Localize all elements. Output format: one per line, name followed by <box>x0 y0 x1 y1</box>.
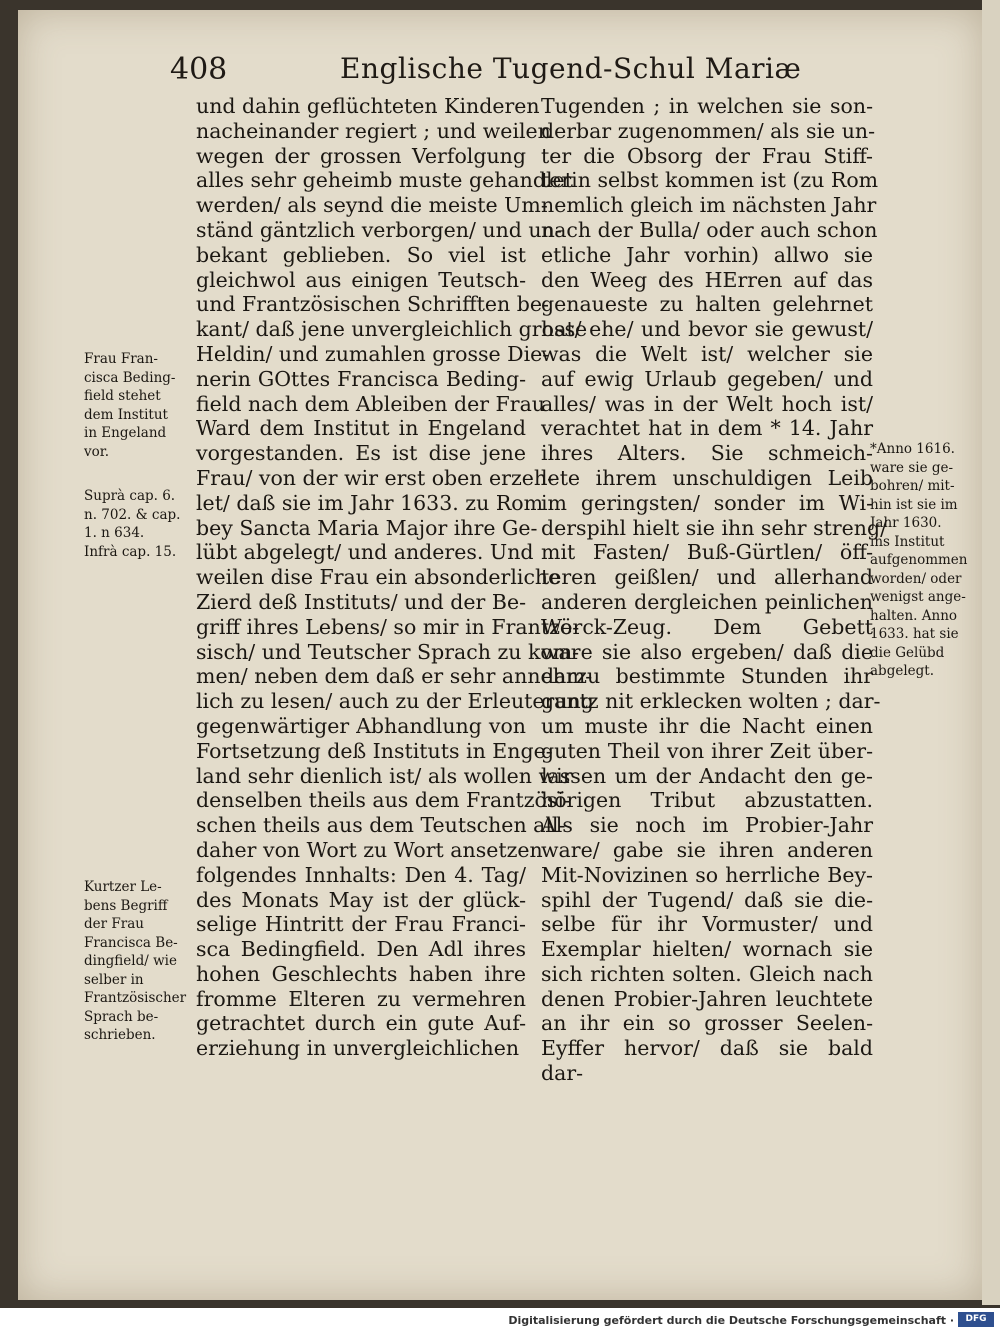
margin-note-line: 1633. hat sie <box>870 626 959 642</box>
text-line: field nach dem Ableiben der Frau <box>196 391 546 416</box>
text-line: vorgestanden. Es ist dise jene <box>196 441 526 466</box>
margin-note-line: Frantzösischer <box>84 990 187 1006</box>
text-line: lassen um der Andacht den ge- <box>541 763 873 788</box>
left-text-column <box>196 94 594 1061</box>
text-line: lich zu lesen/ auch zu der Erleuterung <box>196 689 594 714</box>
margin-note-line: Kurtzer Le- <box>84 879 162 895</box>
text-line: getrachtet durch ein gute Auf- <box>196 1011 526 1036</box>
text-line: folgendes Innhalts: Den 4. Tag/ <box>196 862 526 887</box>
text-line: im geringsten/ sonder im Wi- <box>541 490 873 515</box>
text-line: Frau/ von der wir erst oben erzeh- <box>196 465 555 490</box>
text-line: gegenwärtiger Abhandlung von <box>196 713 526 738</box>
text-line: gantz nit erklecken wolten ; dar- <box>541 689 881 714</box>
margin-note-line: n. 702. & cap. <box>84 506 181 523</box>
text-line: ware/ gabe sie ihren anderen <box>541 837 873 862</box>
text-line: sca Bedingfield. Den Adl ihres <box>196 937 526 962</box>
text-line: alles/ was in der Welt hoch ist/ <box>541 391 873 416</box>
text-line: bey Sancta Maria Major ihre Ge- <box>196 515 538 540</box>
text-line: Tugenden ; in welchen sie son- <box>541 94 873 118</box>
text-line: bekant geblieben. So viel ist <box>196 242 526 267</box>
text-line: selbe für ihr Vormuster/ und <box>541 912 873 937</box>
text-line: weilen dise Frau ein absonderliche <box>196 565 561 590</box>
text-line: den Weeg des HErren auf das <box>541 267 873 292</box>
margin-note-line: hin ist sie im <box>870 496 958 513</box>
margin-note-line: 1. n 634. <box>84 525 145 541</box>
text-line: nacheinander regiert ; und weilen <box>196 118 551 143</box>
text-line: Mit-Novizinen so herrliche Bey- <box>541 862 873 887</box>
text-line: guten Theil von ihrer Zeit über- <box>541 738 873 763</box>
margin-note-line: dem Institut <box>84 406 168 423</box>
margin-note-line: halten. Anno <box>870 607 958 624</box>
text-line: darzu bestimmte Stunden ihr <box>541 664 873 689</box>
text-line: verachtet hat in dem * 14. Jahr <box>541 416 873 441</box>
right-text-column <box>541 94 888 1086</box>
text-line: gleichwol aus einigen Teutsch- <box>196 267 526 292</box>
text-line: nach der Bulla/ oder auch schon <box>541 217 878 242</box>
margin-note-line: dingfield/ wie <box>84 953 177 969</box>
next-page-edge <box>982 0 1000 1305</box>
margin-note-line: Infrà cap. 15. <box>84 543 177 560</box>
text-line: fromme Elteren zu vermehren <box>196 986 526 1011</box>
text-line: men/ neben dem daß er sehr annehm- <box>196 664 593 689</box>
text-line: sisch/ und Teutscher Sprach zu kom- <box>196 639 580 664</box>
text-line: ter die Obsorg der Frau Stiff- <box>541 143 873 168</box>
margin-note-line: abgelegt. <box>870 663 934 679</box>
margin-note-line: *Anno 1616. <box>870 441 955 457</box>
text-line: griff ihres Lebens/ so mir in Frantzö- <box>196 614 580 639</box>
margin-note-references <box>84 487 180 561</box>
margin-note-bedingfield-institut <box>84 350 175 461</box>
text-line: nerin GOttes Francisca Beding- <box>196 366 526 391</box>
margin-note-line: selber in <box>84 971 144 988</box>
text-line: ihres Alters. Sie schmeich- <box>541 441 873 466</box>
margin-note-line: Frau Fran- <box>84 351 158 367</box>
margin-note-lebens-begriff <box>84 878 186 1045</box>
text-line: lete ihrem unschuldigen Leib <box>541 465 873 490</box>
text-line: selige Hintritt der Frau Franci- <box>196 912 526 937</box>
margin-note-line: bohren/ mit- <box>870 478 955 494</box>
margin-note-anno-1616 <box>870 440 967 681</box>
text-line: ware sie also ergeben/ daß die <box>541 639 873 664</box>
text-line: des Monats May ist der glück- <box>196 887 526 912</box>
text-line: lübt abgelegt/ und anderes. Und <box>196 540 534 565</box>
text-line: wegen der grossen Verfolgung <box>196 143 526 168</box>
text-line: werden/ als seynd die meiste Um- <box>196 193 548 218</box>
margin-note-line: Francisca Be- <box>84 934 178 951</box>
text-line: teren geißlen/ und allerhand <box>541 565 873 590</box>
text-line: Als sie noch im Probier-Jahr <box>541 813 873 838</box>
margin-note-line: Suprà cap. 6. <box>84 488 176 504</box>
text-line: anderen dergleichen peinlichen <box>541 589 873 614</box>
text-line: denselben theils aus dem Frantzösi- <box>196 788 571 813</box>
margin-note-line: vor. <box>84 443 110 460</box>
text-line: Fortsetzung deß Instituts in Enge- <box>196 738 553 763</box>
text-line: Eyffer hervor/ daß sie bald <box>541 1036 873 1061</box>
margin-note-line: field stehet <box>84 388 161 404</box>
text-line: hörigen Tribut abzustatten. <box>541 788 873 813</box>
text-line: Exemplar hielten/ wornach sie <box>541 937 873 962</box>
text-line: an ihr ein so grosser Seelen- <box>541 1011 873 1036</box>
page-number: 408 <box>170 52 228 87</box>
margin-note-line: cisca Beding- <box>84 369 176 386</box>
text-line: spihl der Tugend/ daß sie die- <box>541 887 873 912</box>
margin-note-line: Sprach be- <box>84 1008 159 1025</box>
text-line: mit Fasten/ Buß-Gürtlen/ öff- <box>541 540 873 565</box>
footer-bar <box>0 1308 1000 1333</box>
margin-note-line: Jahr 1630. <box>870 515 942 531</box>
text-line: etliche Jahr vorhin) allwo sie <box>541 242 873 267</box>
running-head <box>0 52 1000 92</box>
text-line: was die Welt ist/ welcher sie <box>541 341 873 366</box>
text-line: und dahin geflüchteten Kinderen <box>196 94 540 118</box>
margin-note-line: worden/ oder <box>870 570 962 587</box>
text-line: denen Probier-Jahren leuchtete <box>541 986 873 1011</box>
text-line: Zierd deß Instituts/ und der Be- <box>196 589 526 614</box>
margin-note-line: in Engeland <box>84 425 167 441</box>
text-line: derbar zugenommen/ als sie un- <box>541 118 876 143</box>
margin-note-line: ware sie ge- <box>870 459 954 476</box>
text-line: terin selbst kommen ist (zu Rom <box>541 168 879 193</box>
dfg-logo: DFG <box>958 1312 994 1327</box>
margin-note-line: ins Institut <box>870 533 945 550</box>
text-line: hat/ ehe/ und bevor sie gewust/ <box>541 317 873 342</box>
margin-note-line: der Frau <box>84 916 144 932</box>
text-line: und Frantzösischen Schrifften be- <box>196 292 549 317</box>
text-line: genaueste zu halten gelehrnet <box>541 292 873 317</box>
text-line: Ward dem Institut in Engeland <box>196 416 526 441</box>
margin-note-line: bens Begriff <box>84 897 168 914</box>
text-line: schen theils aus dem Teutschen all- <box>196 813 566 838</box>
text-line: derspihl hielt sie ihn sehr streng/ <box>541 515 888 540</box>
text-line: dar- <box>541 1061 584 1086</box>
text-line: sich richten solten. Gleich nach <box>541 961 873 986</box>
text-line: ständ gäntzlich verborgen/ und un- <box>196 217 562 242</box>
text-line: alles sehr geheimb muste gehandlet <box>196 168 573 193</box>
text-line: daher von Wort zu Wort ansetzen <box>196 837 543 862</box>
running-title: Englische Tugend-Schul Mariæ <box>340 52 802 85</box>
margin-note-line: die Gelübd <box>870 644 945 661</box>
text-line: um muste ihr die Nacht einen <box>541 713 873 738</box>
funding-credit: Digitalisierung gefördert durch die Deutsche Forschungsgemeinschaft · <box>508 1314 954 1327</box>
margin-note-line: aufgenommen <box>870 552 968 568</box>
text-line: Heldin/ und zumahlen grosse Die- <box>196 341 550 366</box>
text-line: land sehr dienlich ist/ als wollen wir <box>196 763 573 788</box>
text-line: kant/ daß jene unvergleichlich grosse <box>196 317 588 342</box>
text-line: let/ daß sie im Jahr 1633. zu Rom <box>196 490 544 515</box>
margin-note-line: wenigst ange- <box>870 589 966 605</box>
text-line: hohen Geschlechts haben ihre <box>196 961 526 986</box>
text-line: Werck-Zeug. Dem Gebett <box>541 614 873 639</box>
text-line: nemlich gleich im nächsten Jahr <box>541 193 877 218</box>
text-line: auf ewig Urlaub gegeben/ und <box>541 366 873 391</box>
text-line: erziehung in unvergleichlichen <box>196 1036 520 1061</box>
margin-note-line: schrieben. <box>84 1027 156 1043</box>
